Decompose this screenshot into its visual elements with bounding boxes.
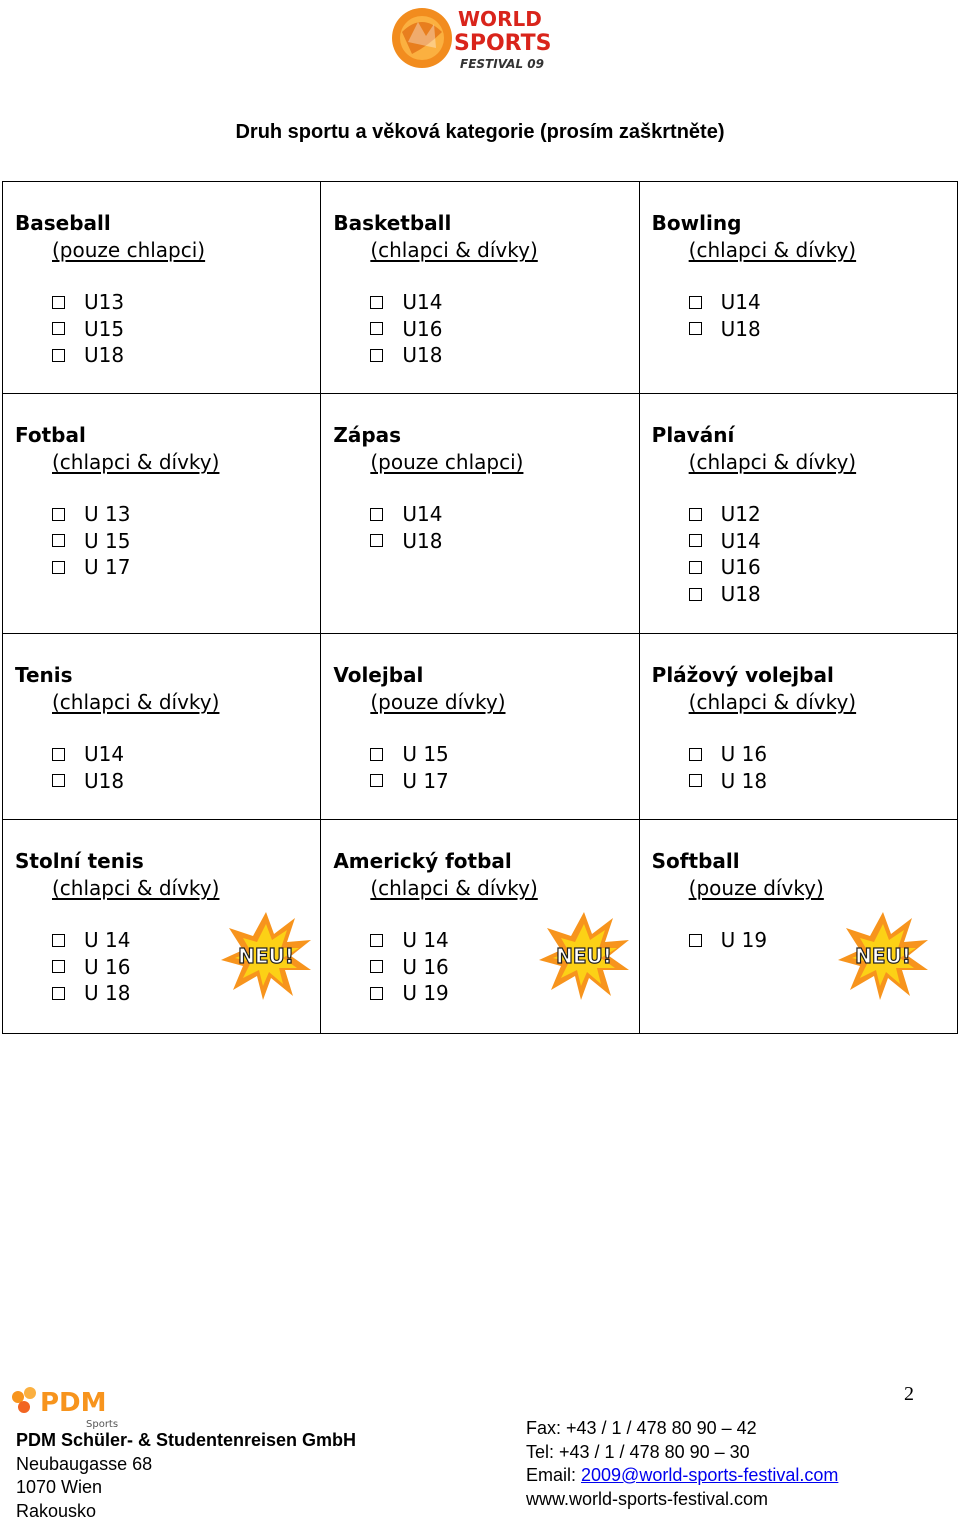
checkbox[interactable] [689, 534, 702, 547]
svg-text:Sports: Sports [86, 1419, 118, 1430]
age-label: U 16 [402, 954, 448, 981]
age-label: U18 [402, 528, 442, 555]
world-sports-festival-logo [388, 2, 540, 72]
age-label: U18 [721, 316, 761, 343]
sport-cell-content [640, 394, 957, 607]
festival-logo-graphic [388, 2, 540, 72]
age-option[interactable] [15, 741, 320, 768]
age-label: U 17 [402, 768, 448, 795]
age-label: U14 [84, 741, 124, 768]
sport-cell [321, 182, 639, 394]
age-label: U 17 [84, 554, 130, 581]
company-name: PDM Schüler- & Studentenreisen GmbH [16, 1429, 356, 1453]
age-list [652, 501, 957, 607]
sport-cell [639, 820, 957, 1034]
age-label: U 15 [84, 528, 130, 555]
sport-cell-content [3, 634, 320, 794]
checkbox[interactable] [370, 960, 383, 973]
age-option[interactable] [652, 316, 957, 343]
age-label: U14 [402, 501, 442, 528]
table-row [3, 634, 958, 820]
age-list [333, 741, 638, 794]
sport-cell [321, 820, 639, 1034]
checkbox[interactable] [689, 748, 702, 761]
age-list [15, 289, 320, 369]
sport-gender-note: (pouze dívky) [333, 689, 638, 716]
age-label: U 16 [84, 954, 130, 981]
checkbox[interactable] [370, 322, 383, 335]
age-list [15, 741, 320, 794]
sport-cell-content [321, 394, 638, 554]
pdm-sports-logo [8, 1385, 118, 1431]
sport-cell [321, 394, 639, 634]
sport-gender-note: (chlapci & dívky) [652, 449, 957, 476]
sport-name: Tenis [15, 662, 320, 689]
age-label: U14 [721, 528, 761, 555]
fax-number: Fax: +43 / 1 / 478 80 90 – 42 [526, 1417, 838, 1441]
age-option[interactable] [333, 528, 638, 555]
sport-cell [3, 634, 321, 820]
checkbox[interactable] [52, 561, 65, 574]
page-number: 2 [904, 1383, 914, 1406]
sport-gender-note: (chlapci & dívky) [15, 689, 320, 716]
sport-cell-content [640, 634, 957, 794]
checkbox[interactable] [370, 774, 383, 787]
address-country: Rakousko [16, 1500, 356, 1523]
sport-cell-content [321, 820, 638, 1007]
age-list [652, 289, 957, 342]
checkbox[interactable] [370, 534, 383, 547]
age-list [333, 501, 638, 554]
checkbox[interactable] [689, 561, 702, 574]
svg-text:SPORTS: SPORTS [454, 31, 551, 56]
checkbox[interactable] [689, 296, 702, 309]
sport-name: Stolní tenis [15, 848, 320, 875]
email-label: Email: [526, 1465, 581, 1485]
age-list [652, 741, 957, 794]
age-list [15, 501, 320, 581]
checkbox[interactable] [370, 508, 383, 521]
age-label: U 14 [84, 927, 130, 954]
age-option[interactable] [652, 581, 957, 608]
svg-text:PDM: PDM [40, 1388, 107, 1418]
checkbox[interactable] [370, 748, 383, 761]
checkbox[interactable] [52, 934, 65, 947]
age-option[interactable] [652, 289, 957, 316]
sport-cell-content [321, 634, 638, 794]
email-line [526, 1464, 838, 1488]
page-title: Druh sportu a věková kategorie (prosím zaškrtněte) [0, 121, 960, 144]
age-label: U18 [721, 581, 761, 608]
svg-text:WORLD: WORLD [458, 7, 542, 31]
checkbox[interactable] [52, 534, 65, 547]
sport-cell-content [321, 182, 638, 369]
sport-gender-note: (chlapci & dívky) [15, 449, 320, 476]
new-badge-icon [838, 910, 928, 1000]
checkbox[interactable] [370, 296, 383, 309]
age-label: U12 [721, 501, 761, 528]
table-row [3, 394, 958, 634]
age-option[interactable] [333, 342, 638, 369]
sport-cell [639, 394, 957, 634]
table-row [3, 182, 958, 394]
age-label: U 15 [402, 741, 448, 768]
age-label: U 14 [402, 927, 448, 954]
sport-cell-content [640, 820, 957, 954]
age-option[interactable] [652, 501, 957, 528]
age-option[interactable] [15, 528, 320, 555]
age-label: U 13 [84, 501, 130, 528]
checkbox[interactable] [52, 296, 65, 309]
sport-gender-note: (chlapci & dívky) [15, 875, 320, 902]
svg-text:NEU!: NEU! [855, 944, 911, 968]
sport-gender-note: (chlapci & dívky) [333, 237, 638, 264]
age-option[interactable] [15, 342, 320, 369]
sport-name: Volejbal [333, 662, 638, 689]
new-badge-icon [221, 910, 311, 1000]
age-list [333, 289, 638, 369]
age-label: U13 [84, 289, 124, 316]
age-label: U 19 [721, 927, 767, 954]
sport-name: Plážový volejbal [652, 662, 957, 689]
new-badge-icon [539, 910, 629, 1000]
age-label: U 18 [84, 980, 130, 1007]
age-option[interactable] [15, 316, 320, 343]
svg-text:FESTIVAL 09: FESTIVAL 09 [460, 57, 544, 71]
sport-cell-content [3, 820, 320, 1007]
svg-text:NEU!: NEU! [238, 944, 294, 968]
sport-cell [321, 634, 639, 820]
age-label: U18 [84, 342, 124, 369]
checkbox[interactable] [370, 934, 383, 947]
age-option[interactable] [652, 768, 957, 795]
sport-cell [639, 182, 957, 394]
checkbox[interactable] [689, 774, 702, 787]
age-option[interactable] [652, 554, 957, 581]
sport-cell [639, 634, 957, 820]
table-row [3, 820, 958, 1034]
age-label: U14 [402, 289, 442, 316]
sport-name: Basketball [333, 210, 638, 237]
email-link[interactable]: 2009@world-sports-festival.com [581, 1465, 838, 1485]
checkbox[interactable] [52, 774, 65, 787]
pdm-logo-graphic [8, 1385, 118, 1431]
age-option[interactable] [333, 501, 638, 528]
age-label: U18 [84, 768, 124, 795]
checkbox[interactable] [52, 349, 65, 362]
sport-name: Plavání [652, 422, 957, 449]
age-label: U 18 [721, 768, 767, 795]
age-option[interactable] [333, 768, 638, 795]
checkbox[interactable] [52, 322, 65, 335]
sport-name: Americký fotbal [333, 848, 638, 875]
checkbox[interactable] [52, 960, 65, 973]
sports-table [2, 181, 958, 1034]
sport-gender-note: (pouze chlapci) [333, 449, 638, 476]
address-city: 1070 Wien [16, 1476, 356, 1500]
age-option[interactable] [333, 289, 638, 316]
age-option[interactable] [333, 741, 638, 768]
sport-gender-note: (chlapci & dívky) [652, 237, 957, 264]
sport-name: Fotbal [15, 422, 320, 449]
sport-cell [3, 820, 321, 1034]
age-option[interactable] [652, 741, 957, 768]
checkbox[interactable] [370, 987, 383, 1000]
checkbox[interactable] [689, 588, 702, 601]
sport-gender-note: (pouze chlapci) [15, 237, 320, 264]
age-option[interactable] [15, 768, 320, 795]
checkbox[interactable] [52, 987, 65, 1000]
checkbox[interactable] [689, 934, 702, 947]
age-option[interactable] [15, 289, 320, 316]
checkbox[interactable] [370, 349, 383, 362]
sport-gender-note: (pouze dívky) [652, 875, 957, 902]
sport-cell-content [640, 182, 957, 342]
website[interactable]: www.world-sports-festival.com [526, 1488, 838, 1512]
age-label: U15 [84, 316, 124, 343]
age-label: U16 [402, 316, 442, 343]
sport-gender-note: (chlapci & dívky) [333, 875, 638, 902]
sport-cell-content [3, 394, 320, 581]
checkbox[interactable] [52, 748, 65, 761]
sport-name: Baseball [15, 210, 320, 237]
age-option[interactable] [333, 316, 638, 343]
age-option[interactable] [15, 554, 320, 581]
sport-cell-content [3, 182, 320, 369]
phone-number: Tel: +43 / 1 / 478 80 90 – 30 [526, 1441, 838, 1465]
sport-name: Zápas [333, 422, 638, 449]
sport-gender-note: (chlapci & dívky) [652, 689, 957, 716]
checkbox[interactable] [689, 508, 702, 521]
footer-address [16, 1429, 356, 1523]
sport-cell [3, 394, 321, 634]
checkbox[interactable] [52, 508, 65, 521]
age-label: U14 [721, 289, 761, 316]
checkbox[interactable] [689, 322, 702, 335]
age-label: U18 [402, 342, 442, 369]
age-label: U 16 [721, 741, 767, 768]
address-street: Neubaugasse 68 [16, 1453, 356, 1477]
age-label: U16 [721, 554, 761, 581]
sport-cell [3, 182, 321, 394]
age-option[interactable] [652, 528, 957, 555]
sport-name: Softball [652, 848, 957, 875]
svg-text:NEU!: NEU! [556, 944, 612, 968]
sport-name: Bowling [652, 210, 957, 237]
footer-contact [526, 1417, 838, 1511]
age-option[interactable] [15, 501, 320, 528]
age-label: U 19 [402, 980, 448, 1007]
